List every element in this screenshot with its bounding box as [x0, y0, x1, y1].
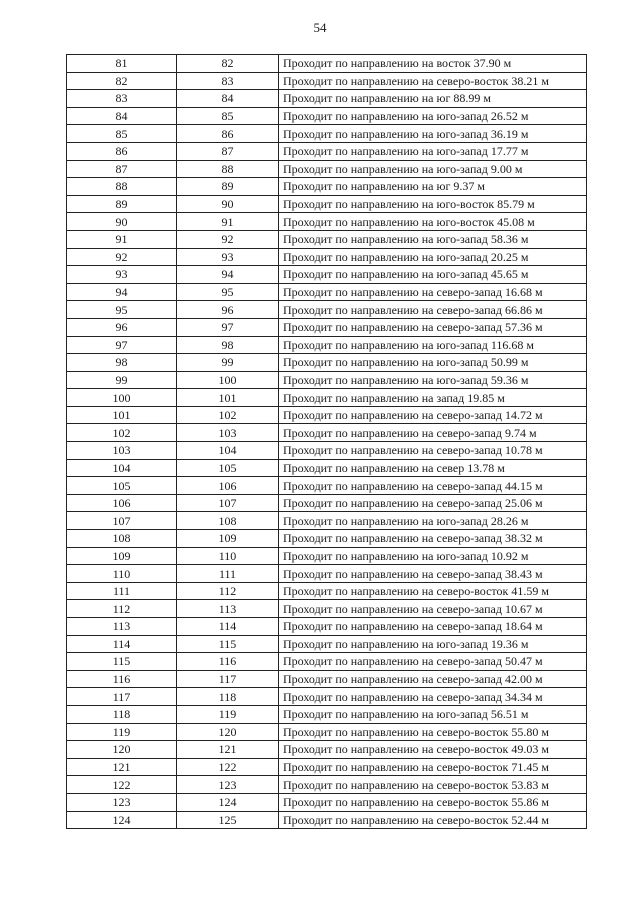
- start-point-cell: 104: [67, 459, 177, 477]
- start-point-cell: 110: [67, 565, 177, 583]
- segment-description-cell: Проходит по направлению на северо-запад 44.15 м: [279, 477, 587, 495]
- table-row: [67, 741, 587, 759]
- table-row: [67, 705, 587, 723]
- start-point-cell: 123: [67, 793, 177, 811]
- table-row: [67, 670, 587, 688]
- table-row: [67, 582, 587, 600]
- start-point-cell: 121: [67, 758, 177, 776]
- table-row: [67, 178, 587, 196]
- table-row: [67, 635, 587, 653]
- table-row: [67, 371, 587, 389]
- segment-description-cell: Проходит по направлению на северо-запад 38.32 м: [279, 530, 587, 548]
- end-point-cell: 120: [177, 723, 279, 741]
- end-point-cell: 108: [177, 512, 279, 530]
- segment-description-cell: Проходит по направлению на северо-запад 18.64 м: [279, 618, 587, 636]
- segment-description-cell: Проходит по направлению на юго-запад 116.68 м: [279, 336, 587, 354]
- end-point-cell: 121: [177, 741, 279, 759]
- end-point-cell: 106: [177, 477, 279, 495]
- end-point-cell: 113: [177, 600, 279, 618]
- table-row: [67, 389, 587, 407]
- table-row: [67, 793, 587, 811]
- table-row: [67, 723, 587, 741]
- start-point-cell: 81: [67, 55, 177, 73]
- segment-description-cell: Проходит по направлению на юго-запад 56.51 м: [279, 705, 587, 723]
- start-point-cell: 90: [67, 213, 177, 231]
- start-point-cell: 120: [67, 741, 177, 759]
- end-point-cell: 125: [177, 811, 279, 829]
- table-row: [67, 195, 587, 213]
- start-point-cell: 112: [67, 600, 177, 618]
- end-point-cell: 97: [177, 318, 279, 336]
- end-point-cell: 123: [177, 776, 279, 794]
- end-point-cell: 103: [177, 424, 279, 442]
- table-row: [67, 72, 587, 90]
- segment-description-cell: Проходит по направлению на северо-запад 25.06 м: [279, 494, 587, 512]
- end-point-cell: 88: [177, 160, 279, 178]
- end-point-cell: 82: [177, 55, 279, 73]
- end-point-cell: 105: [177, 459, 279, 477]
- segment-description-cell: Проходит по направлению на северо-восток 55.80 м: [279, 723, 587, 741]
- segment-description-cell: Проходит по направлению на северо-запад 14.72 м: [279, 406, 587, 424]
- table-row: [67, 230, 587, 248]
- segment-description-cell: Проходит по направлению на северо-запад 16.68 м: [279, 283, 587, 301]
- segment-description-cell: Проходит по направлению на северо-запад 42.00 м: [279, 670, 587, 688]
- start-point-cell: 102: [67, 424, 177, 442]
- table-row: [67, 547, 587, 565]
- segment-description-cell: Проходит по направлению на юг 9.37 м: [279, 178, 587, 196]
- end-point-cell: 98: [177, 336, 279, 354]
- segment-description-cell: Проходит по направлению на восток 37.90 м: [279, 55, 587, 73]
- start-point-cell: 97: [67, 336, 177, 354]
- end-point-cell: 96: [177, 301, 279, 319]
- segment-description-cell: Проходит по направлению на северо-восток 49.03 м: [279, 741, 587, 759]
- segment-description-cell: Проходит по направлению на северо-запад 34.34 м: [279, 688, 587, 706]
- table-row: [67, 494, 587, 512]
- segment-description-cell: Проходит по направлению на юго-запад 45.65 м: [279, 266, 587, 284]
- table-row: [67, 107, 587, 125]
- segment-description-cell: Проходит по направлению на северо-запад 10.67 м: [279, 600, 587, 618]
- segment-description-cell: Проходит по направлению на юго-запад 10.92 м: [279, 547, 587, 565]
- boundary-segments-table: [66, 54, 587, 829]
- segment-description-cell: Проходит по направлению на юго-запад 50.99 м: [279, 354, 587, 372]
- table-row: [67, 266, 587, 284]
- segment-description-cell: Проходит по направлению на северо-восток 38.21 м: [279, 72, 587, 90]
- start-point-cell: 96: [67, 318, 177, 336]
- segment-description-cell: Проходит по направлению на северо-запад 38.43 м: [279, 565, 587, 583]
- start-point-cell: 103: [67, 442, 177, 460]
- segment-description-cell: Проходит по направлению на запад 19.85 м: [279, 389, 587, 407]
- table-row: [67, 811, 587, 829]
- end-point-cell: 100: [177, 371, 279, 389]
- end-point-cell: 109: [177, 530, 279, 548]
- table-row: [67, 424, 587, 442]
- table-row: [67, 758, 587, 776]
- start-point-cell: 94: [67, 283, 177, 301]
- segment-description-cell: Проходит по направлению на северо-восток 53.83 м: [279, 776, 587, 794]
- segment-description-cell: Проходит по направлению на юго-запад 28.26 м: [279, 512, 587, 530]
- end-point-cell: 122: [177, 758, 279, 776]
- start-point-cell: 105: [67, 477, 177, 495]
- table-row: [67, 459, 587, 477]
- end-point-cell: 112: [177, 582, 279, 600]
- start-point-cell: 122: [67, 776, 177, 794]
- end-point-cell: 99: [177, 354, 279, 372]
- end-point-cell: 93: [177, 248, 279, 266]
- end-point-cell: 95: [177, 283, 279, 301]
- table-row: [67, 565, 587, 583]
- end-point-cell: 102: [177, 406, 279, 424]
- end-point-cell: 104: [177, 442, 279, 460]
- start-point-cell: 106: [67, 494, 177, 512]
- table-row: [67, 688, 587, 706]
- table-row: [67, 90, 587, 108]
- segment-description-cell: Проходит по направлению на северо-восток 55.86 м: [279, 793, 587, 811]
- start-point-cell: 85: [67, 125, 177, 143]
- end-point-cell: 101: [177, 389, 279, 407]
- start-point-cell: 93: [67, 266, 177, 284]
- segment-description-cell: Проходит по направлению на юго-запад 17.77 м: [279, 142, 587, 160]
- start-point-cell: 98: [67, 354, 177, 372]
- end-point-cell: 87: [177, 142, 279, 160]
- start-point-cell: 95: [67, 301, 177, 319]
- segment-description-cell: Проходит по направлению на юго-восток 85.79 м: [279, 195, 587, 213]
- table-body: [67, 55, 587, 829]
- end-point-cell: 111: [177, 565, 279, 583]
- table-row: [67, 142, 587, 160]
- start-point-cell: 92: [67, 248, 177, 266]
- table-row: [67, 776, 587, 794]
- table-row: [67, 125, 587, 143]
- end-point-cell: 92: [177, 230, 279, 248]
- start-point-cell: 118: [67, 705, 177, 723]
- segment-description-cell: Проходит по направлению на северо-запад 66.86 м: [279, 301, 587, 319]
- segment-description-cell: Проходит по направлению на северо-запад 10.78 м: [279, 442, 587, 460]
- end-point-cell: 118: [177, 688, 279, 706]
- table-row: [67, 248, 587, 266]
- start-point-cell: 84: [67, 107, 177, 125]
- table-row: [67, 530, 587, 548]
- end-point-cell: 110: [177, 547, 279, 565]
- start-point-cell: 87: [67, 160, 177, 178]
- table-row: [67, 442, 587, 460]
- segment-description-cell: Проходит по направлению на северо-запад 50.47 м: [279, 653, 587, 671]
- end-point-cell: 119: [177, 705, 279, 723]
- start-point-cell: 99: [67, 371, 177, 389]
- start-point-cell: 91: [67, 230, 177, 248]
- end-point-cell: 89: [177, 178, 279, 196]
- start-point-cell: 116: [67, 670, 177, 688]
- start-point-cell: 100: [67, 389, 177, 407]
- end-point-cell: 86: [177, 125, 279, 143]
- start-point-cell: 109: [67, 547, 177, 565]
- segment-description-cell: Проходит по направлению на северо-восток 52.44 м: [279, 811, 587, 829]
- start-point-cell: 114: [67, 635, 177, 653]
- table-row: [67, 213, 587, 231]
- start-point-cell: 111: [67, 582, 177, 600]
- segment-description-cell: Проходит по направлению на юго-запад 58.36 м: [279, 230, 587, 248]
- start-point-cell: 82: [67, 72, 177, 90]
- segment-description-cell: Проходит по направлению на юг 88.99 м: [279, 90, 587, 108]
- end-point-cell: 83: [177, 72, 279, 90]
- start-point-cell: 89: [67, 195, 177, 213]
- end-point-cell: 114: [177, 618, 279, 636]
- start-point-cell: 107: [67, 512, 177, 530]
- end-point-cell: 116: [177, 653, 279, 671]
- page-number: 54: [313, 20, 327, 35]
- end-point-cell: 124: [177, 793, 279, 811]
- segment-description-cell: Проходит по направлению на юго-запад 26.52 м: [279, 107, 587, 125]
- start-point-cell: 86: [67, 142, 177, 160]
- table-row: [67, 600, 587, 618]
- segment-description-cell: Проходит по направлению на северо-восток 71.45 м: [279, 758, 587, 776]
- start-point-cell: 124: [67, 811, 177, 829]
- table-row: [67, 406, 587, 424]
- table-row: [67, 653, 587, 671]
- segment-description-cell: Проходит по направлению на юго-восток 45.08 м: [279, 213, 587, 231]
- segment-description-cell: Проходит по направлению на юго-запад 20.25 м: [279, 248, 587, 266]
- end-point-cell: 85: [177, 107, 279, 125]
- table-row: [67, 336, 587, 354]
- segment-description-cell: Проходит по направлению на юго-запад 9.00 м: [279, 160, 587, 178]
- end-point-cell: 91: [177, 213, 279, 231]
- segment-description-cell: Проходит по направлению на юго-запад 36.19 м: [279, 125, 587, 143]
- segment-description-cell: Проходит по направлению на юго-запад 19.36 м: [279, 635, 587, 653]
- start-point-cell: 113: [67, 618, 177, 636]
- start-point-cell: 88: [67, 178, 177, 196]
- end-point-cell: 107: [177, 494, 279, 512]
- segment-description-cell: Проходит по направлению на северо-запад 9.74 м: [279, 424, 587, 442]
- table-row: [67, 283, 587, 301]
- start-point-cell: 101: [67, 406, 177, 424]
- table-row: [67, 55, 587, 73]
- table-row: [67, 477, 587, 495]
- start-point-cell: 119: [67, 723, 177, 741]
- start-point-cell: 108: [67, 530, 177, 548]
- segment-description-cell: Проходит по направлению на северо-восток 41.59 м: [279, 582, 587, 600]
- start-point-cell: 83: [67, 90, 177, 108]
- table-row: [67, 318, 587, 336]
- end-point-cell: 90: [177, 195, 279, 213]
- table-row: [67, 301, 587, 319]
- end-point-cell: 84: [177, 90, 279, 108]
- table-row: [67, 354, 587, 372]
- start-point-cell: 117: [67, 688, 177, 706]
- start-point-cell: 115: [67, 653, 177, 671]
- segment-description-cell: Проходит по направлению на северо-запад 57.36 м: [279, 318, 587, 336]
- segment-description-cell: Проходит по направлению на юго-запад 59.36 м: [279, 371, 587, 389]
- segment-description-cell: Проходит по направлению на север 13.78 м: [279, 459, 587, 477]
- end-point-cell: 117: [177, 670, 279, 688]
- end-point-cell: 94: [177, 266, 279, 284]
- table-row: [67, 618, 587, 636]
- table-row: [67, 160, 587, 178]
- table-row: [67, 512, 587, 530]
- end-point-cell: 115: [177, 635, 279, 653]
